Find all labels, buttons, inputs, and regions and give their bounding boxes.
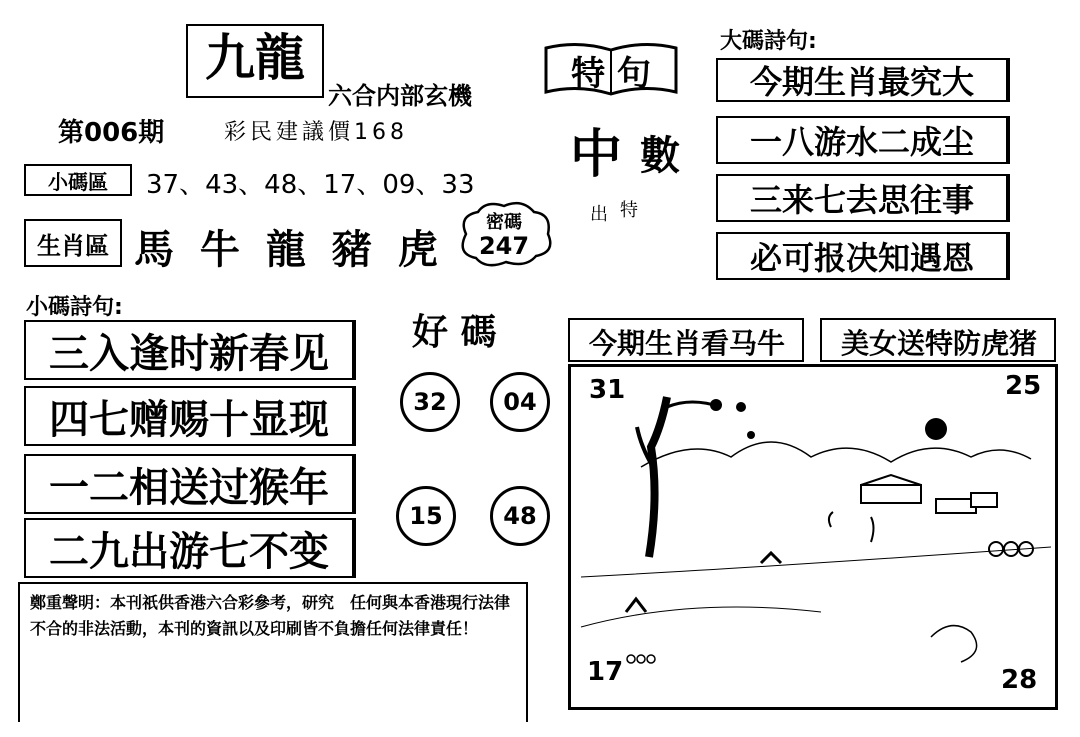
good-number-circle: 15 [396,486,456,546]
scene-corner-number: 31 [589,375,626,405]
big-poem-line: 今期生肖最究大 [716,58,1010,102]
small-poem-line: 二九出游七不变 [24,518,356,578]
good-numbers-title: 好 碼 [412,311,497,353]
small-poem-title: 小碼詩句: [26,295,123,320]
disclaimer-text: 鄭重聲明：本刊祇供香港六合彩參考，研究 任何與本香港現行法律不合的非法活動，本刊的資訊以及印刷皆不負擔任何法律責任！ [30,593,511,638]
price-text: 彩民建議價168 [224,120,408,145]
hint-right-text: 美女送特防虎猪 [840,327,1037,360]
special-word-2: 數 [640,132,680,179]
secret-code-value: 247 [478,232,530,260]
landscape-drawing [571,367,1055,707]
good-number-circle: 32 [400,372,460,432]
scene-corner-number: 25 [1005,371,1042,401]
secret-code-bubble [452,198,556,270]
special-banner [542,40,680,98]
big-poem-line: 三来七去思往事 [716,174,1010,222]
small-poem-line: 四七赠赐十显现 [24,386,356,446]
secret-code-label: 密碼 [486,212,522,233]
special-note-1: 出 [590,204,608,225]
hint-left-text: 今期生肖看马牛 [588,327,785,360]
big-poem-line: 必可报决知遇恩 [716,232,1010,280]
scene-corner-number: 17 [587,657,624,687]
masthead-subtitle: 六合内部玄機 [328,82,472,110]
small-poem-line: 三入逢时新春见 [24,320,356,380]
good-number-circle: 48 [490,486,550,546]
issue-number: 第006期 [58,118,165,148]
big-poem-title: 大碼詩句: [720,29,817,54]
special-word-1: 中 [570,124,623,185]
zodiac-label: 生肖區 [37,232,109,260]
scene-corner-number: 28 [1001,665,1038,695]
scene-illustration [568,364,1058,710]
logo-text: 九龍 [205,28,305,87]
zodiac-animals: 馬 牛 龍 豬 虎 [134,226,444,273]
special-banner-text: 特 句 [571,54,651,94]
special-note-2: 特 [620,200,638,221]
good-number-circle: 04 [490,372,550,432]
small-numbers-label: 小碼區 [48,170,108,194]
small-numbers-values: 37、43、48、17、09、33 [146,170,475,200]
big-poem-line: 一八游水二成尘 [716,116,1010,164]
small-poem-line: 一二相送过猴年 [24,454,356,514]
